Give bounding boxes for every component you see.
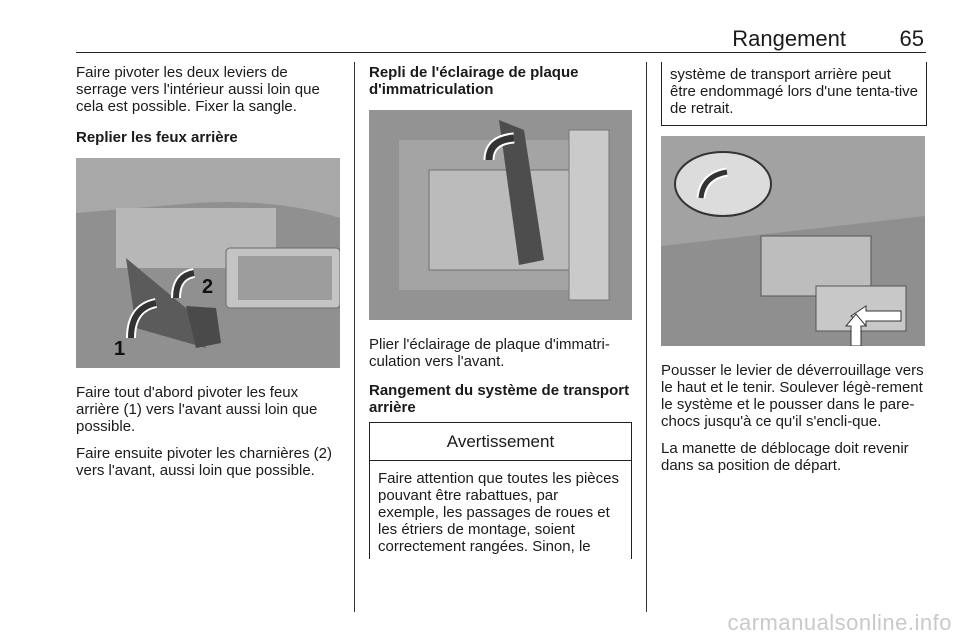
watermark: carmanualsonline.info — [727, 610, 952, 635]
plate-light-photo — [369, 110, 632, 320]
photo-label-2: 2 — [202, 276, 214, 298]
warning-box — [369, 422, 632, 559]
column-divider — [354, 62, 355, 612]
rear-lights-photo — [76, 158, 340, 368]
column-1 — [76, 64, 340, 489]
paragraph-rear-lights-step1: Faire tout d'abord pivoter les feux arrière (1) vers l'avant aussi loin que possible. — [76, 384, 318, 435]
page-title: Rangement — [732, 26, 846, 51]
page-header — [76, 26, 926, 53]
column-3 — [661, 64, 927, 484]
photo-label-1: 1 — [114, 338, 126, 360]
column-divider — [646, 62, 647, 612]
paragraph-push-lever: Pousser le levier de déverrouillage vers le haut et le tenir. Soulever légè-rement le système et le pousser dans le pare-chocs jusqu'à ce qu'il s'encli-que. — [661, 362, 924, 430]
warning-continuation: système de transport arrière peut être endommagé lors d'une tenta-tive de retrait. — [661, 62, 927, 126]
intro-paragraph: Faire pivoter les deux leviers de serrage vers l'intérieur aussi loin que cela est possible. Fixer la sangle. — [76, 64, 320, 115]
section-heading-plate-light: Repli de l'éclairage de plaque d'immatriculation — [369, 64, 579, 98]
section-heading-rear-carrier: Rangement du système de transport arrière — [369, 382, 630, 416]
column-2 — [369, 64, 632, 559]
warning-text: Faire attention que toutes les pièces pouvant être rabattues, par exemple, les passages de roues et les étriers de montage, soient correctement rangées. Sinon, le — [378, 470, 619, 555]
warning-title: Avertissement — [370, 423, 631, 461]
paragraph-plate-light: Plier l'éclairage de plaque d'immatri-culation vers l'avant. — [369, 336, 610, 370]
paragraph-rear-lights-step2: Faire ensuite pivoter les charnières (2) vers l'avant, aussi loin que possible. — [76, 445, 332, 479]
page-number: 65 — [899, 26, 924, 51]
plate-light-illustration — [369, 110, 632, 320]
paragraph-return-handle: La manette de déblocage doit revenir dans sa position de départ. — [661, 440, 909, 474]
carrier-photo — [661, 136, 925, 346]
section-heading-rear-lights: Replier les feux arrière — [76, 129, 238, 146]
carrier-illustration — [661, 136, 925, 346]
rear-lights-illustration — [76, 158, 340, 368]
